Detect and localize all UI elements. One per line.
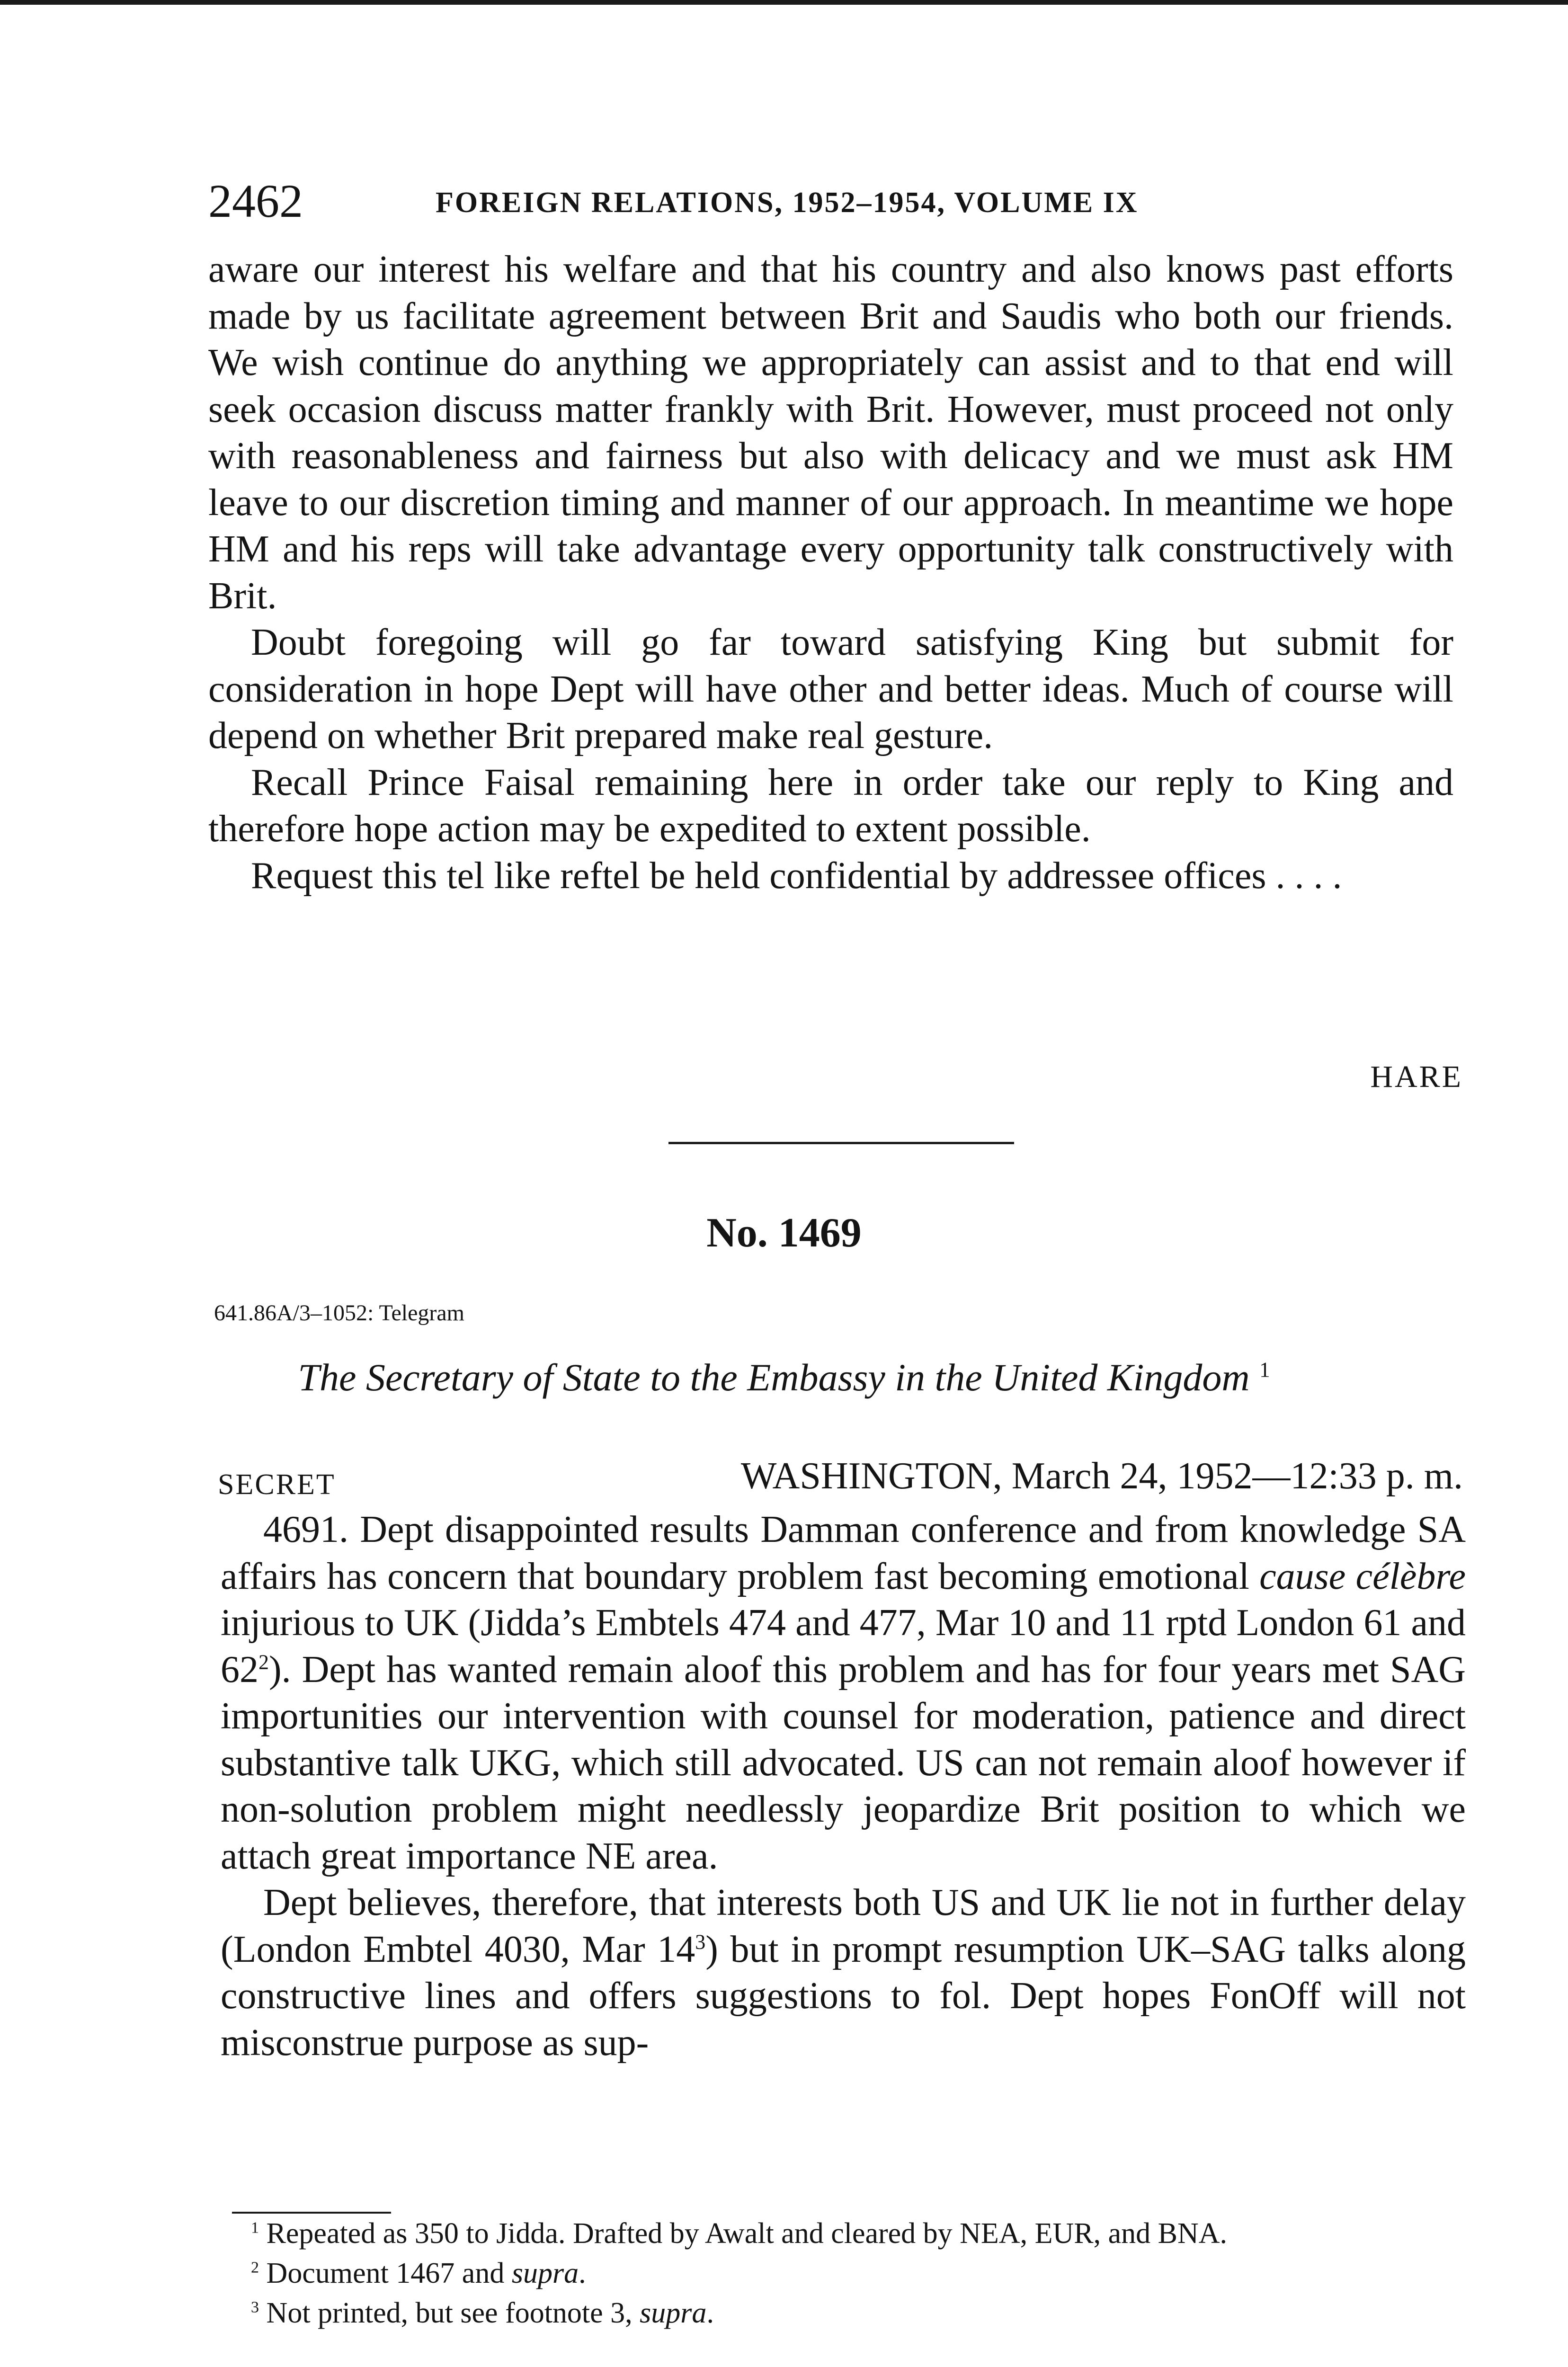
paragraph: Recall Prince Faisal remaining here in order take our reply to King and therefore hope action may be expedited to extent possible. [208,761,1453,850]
paragraph [221,1506,1466,1879]
scan-top-edge [0,0,1568,5]
classification-label: SECRET [218,1468,336,1501]
footnote-text: Not printed, but see footnote 3, [266,2297,640,2329]
paragraph: aware our interest his welfare and that his country and also knows past efforts made by us facilitate agreement between Brit and Saudis who both our friends. We wish continue do anything we appropriately can assist and to that end will seek occasion discuss matter frankly with Brit. However, must proceed not only with reasonableness and fairness but also with delicacy and we must ask HM leave to our discretion timing and manner of our approach. In meantime we hope HM and his reps will take advantage every opportunity talk constructively with Brit. [208,249,1453,617]
document-title-text: The Secretary of State to the Embassy in the United Kingdom [298,1356,1250,1399]
document-number: No. 1469 [706,1210,862,1256]
footnotes [232,2214,1477,2333]
footnote [232,2293,1477,2333]
footnote-marker: 2 [251,2259,259,2277]
telegram-text [221,1506,1466,2066]
section-divider [668,1142,1014,1144]
footnote-text: . [706,2297,714,2329]
text-run: Dept believes, therefore, that interests both US and UK lie not in further delay (London Embtel 4030, Mar 14 [221,1882,1466,1970]
footnote-text: Repeated as 350 to Jidda. Drafted by Awalt and cleared by NEA, EUR, and BNA. [266,2217,1227,2250]
italic-text: cause célèbre [1259,1555,1466,1597]
file-reference: 641.86A/3–1052: Telegram [214,1300,465,1326]
italic-text: supra [511,2257,579,2289]
text-run: 4691. Dept disappointed results Damman conference and from knowledge SA affairs has concern that boundary problem fast becoming emotional [221,1509,1466,1597]
text-run: ). Dept has wanted remain aloof this problem and has for four years met SAG importunities our intervention with counsel for moderation, patience and direct substantive talk UKG, which still advocated. US can not remain aloof however if non-solution problem might needlessly jeopardize Brit position to which we attach great importance NE area. [221,1648,1466,1877]
text-run: injurious to UK (Jidda’s Embtels 474 and 477, Mar 10 and 11 rptd London 61 and 62 [221,1602,1466,1691]
footnote [232,2214,1477,2253]
footnote-text: . [579,2257,586,2289]
italic-text: supra [640,2297,707,2329]
footnote-marker: 3 [695,1930,706,1953]
footnote-marker: 3 [251,2298,259,2316]
footnote-marker: 1 [251,2219,259,2237]
signature: HARE [1370,1059,1463,1094]
paragraph: Doubt foregoing will go far toward satisfying King but submit for consideration in hope Dept will have other and better ideas. Much of course will depend on whether Brit prepared make real gesture. [208,622,1453,756]
document-title [0,1354,1568,1401]
dateline-date: March 24, 1952—12:33 p. m. [1011,1455,1463,1497]
dateline-place: WASHINGTON, [740,1455,1002,1497]
continuation-text [208,246,1453,899]
text-run: ) but in prompt resumption UK–SAG talks along constructive lines and offers suggestions to fol. Dept hopes FonOff will not misconstrue purpose as sup- [221,1928,1466,2064]
footnote-marker: 2 [258,1650,269,1673]
paragraph: Request this tel like reftel be held confidential by addressee offices . . . . [251,854,1342,897]
dateline [741,1452,1463,1500]
footnote-marker: 1 [1259,1358,1270,1382]
page-number: 2462 [208,175,303,227]
footnote [232,2253,1477,2293]
running-head-title: FOREIGN RELATIONS, 1952–1954, VOLUME IX [436,187,1139,219]
running-head [208,175,1487,227]
footnote-text: Document 1467 and [266,2257,512,2289]
paragraph [221,1879,1466,2066]
